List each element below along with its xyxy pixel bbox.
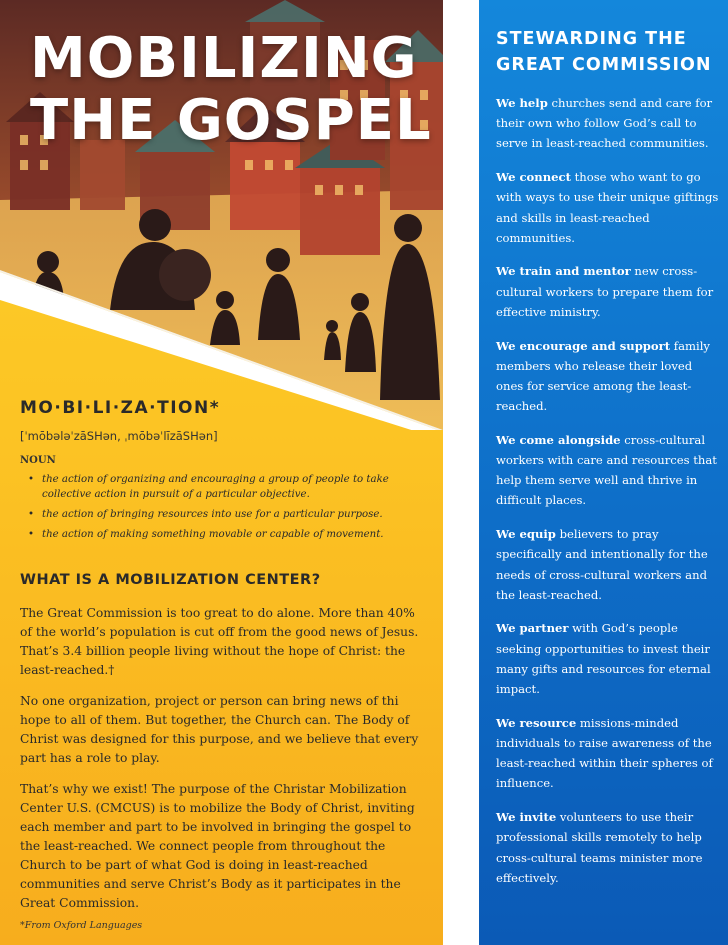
commitment-lead: We invite (496, 810, 557, 825)
commitment-text: with God’s people seeking opportunities to invest their many gifts and resources for eternal impact. (496, 621, 711, 697)
commitment-text: those who want to go with ways to use their unique giftings and skills in least-reached communities. (496, 170, 719, 245)
commitment-item (496, 167, 722, 248)
commitment-lead: We equip (496, 527, 556, 542)
commitment-text: missions-minded individuals to raise awareness of the least-reached within their spheres of influence. (496, 715, 713, 791)
commitment-lead: We train and mentor (496, 264, 631, 279)
commitment-lead: We resource (496, 715, 577, 730)
definition-sense: • the action of organizing and encouraging a group of people to take collective action in pursuit of a particular objective. (26, 472, 406, 502)
definition-word: MO·BI·LI·ZA·TION* (20, 398, 221, 418)
footnote: *From Oxford Languages (20, 920, 143, 931)
commitment-item (496, 93, 722, 154)
commitment-item (496, 261, 722, 322)
title-line-1: MOBILIZING (30, 26, 418, 91)
commitment-item (496, 430, 722, 511)
body-paragraph: That’s why we exist! The purpose of the Christar Mobilization Center U.S. (CMCUS) is to mobilize the Body of Christ, inviting each member and part to be involved in bringing the gospel to the least-reached. We connect people from throughout the Church to be part of what God is doing in least-reached communities and serve Christ’s Body as it participates in the Great Commission. (20, 782, 415, 910)
definition-senses (26, 472, 406, 547)
page-title (30, 28, 440, 152)
definition-sense: • the action of making something movable or capable of movement. (26, 527, 406, 542)
right-panel (479, 0, 728, 945)
commitment-lead: We connect (496, 170, 571, 185)
definition-part-of-speech: NOUN (20, 455, 56, 466)
commitment-text: volunteers to use their professional skills remotely to help cross-cultural teams minister more effectively. (496, 810, 703, 885)
commitment-lead: We help (496, 96, 548, 110)
commitment-text: churches send and care for their own who follow God’s call to serve in least-reached communities. (496, 96, 713, 151)
right-title-line-2: GREAT COMMISSION (496, 55, 712, 75)
section-heading: WHAT IS A MOBILIZATION CENTER? (20, 572, 321, 588)
commitment-lead: We partner (496, 621, 569, 636)
right-panel-title (496, 26, 721, 78)
commitment-lead: We come alongside (496, 432, 621, 447)
commitment-item (496, 524, 722, 605)
commitment-text: cross-cultural workers with care and resources that help them serve well and thrive in difficult places. (496, 432, 717, 508)
body-paragraph: The Great Commission is too great to do alone. More than 40% of the world’s population is cut off from the good news of Jesus. That’s 3.4 billion people living without the hope of Christ: the least-reached.† (20, 606, 419, 677)
commitment-text: family members who release their loved ones for service among the least-reached. (496, 338, 710, 414)
commitment-item (496, 807, 722, 888)
right-title-line-1: STEWARDING THE (496, 29, 687, 49)
commitment-text: new cross-cultural workers to prepare them for effective ministry. (496, 264, 714, 319)
commitment-item (496, 336, 722, 417)
commitment-lead: We encourage and support (496, 338, 671, 353)
commitment-item (496, 713, 722, 794)
title-line-2: THE GOSPEL (30, 88, 432, 153)
definition-pronunciation: [ˈmōbələˈzāSHən, ˌmōbəˈlīzāSHən] (20, 429, 218, 443)
commitment-item (496, 618, 722, 699)
commitment-text: believers to pray specifically and intentionally for the needs of cross-cultural workers and the least-reached. (496, 527, 708, 602)
body-paragraph: No one organization, project or person can bring news of thi hope to all of them. But together, the Church can. The Body of Christ was designed for this purpose, and we believe that every part has a role to play. (20, 694, 419, 765)
commitments-list (496, 93, 722, 901)
definition-sense: • the action of bringing resources into use for a particular purpose. (26, 507, 406, 522)
